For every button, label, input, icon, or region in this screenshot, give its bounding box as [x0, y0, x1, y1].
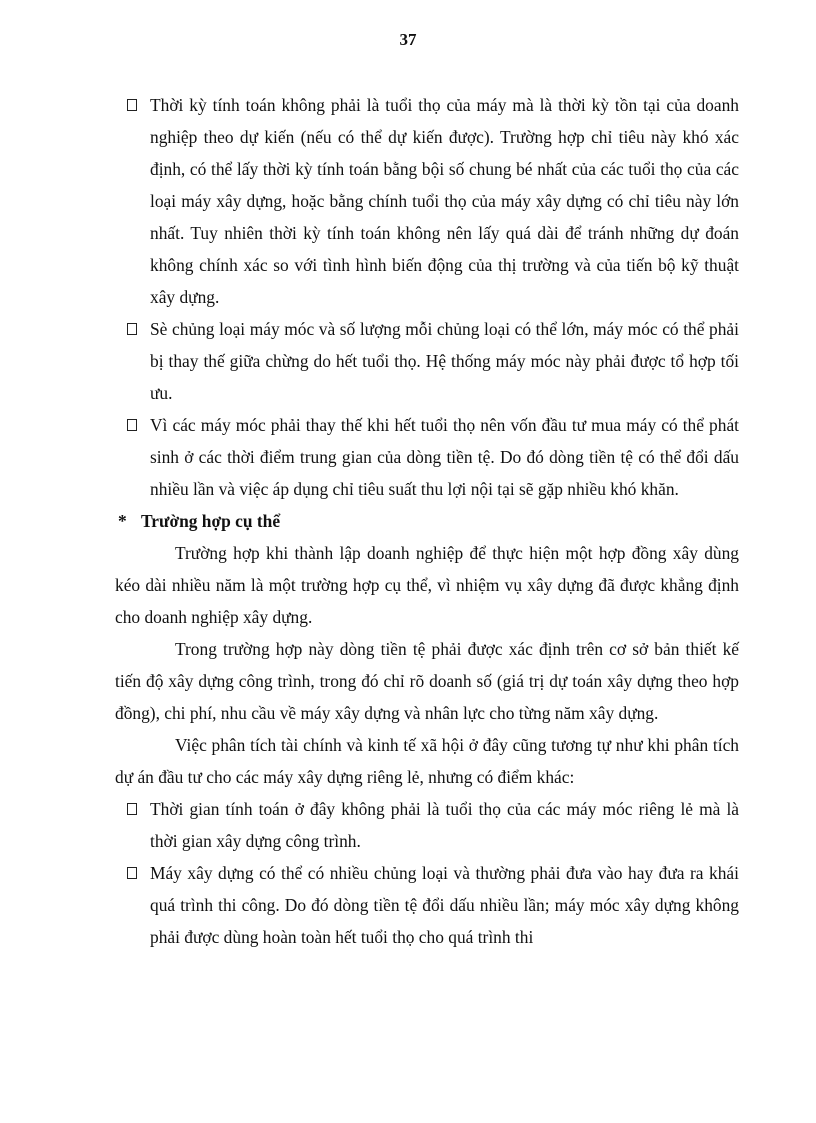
- checkbox-bullet-icon: [127, 419, 137, 431]
- body-paragraph: Trong trường hợp này dòng tiền tệ phải được xác định trên cơ sở bản thiết kế tiến độ xây dựng công trình, trong đó chỉ rõ doanh số (giá trị dự toán xây dựng theo hợp đồng), chi phí, nhu cầu về máy xây dựng và nhân lực cho từng năm xây dựng.: [115, 639, 739, 723]
- bullet-text: Thời kỳ tính toán không phải là tuổi thọ của máy mà là thời kỳ tồn tại của doanh nghiệp theo dự kiến (nếu có thể dự kiến được). Trường hợp chỉ tiêu này khó xác định, có thể lấy thời kỳ tính toán bằng bội số chung bé nhất của các tuổi thọ của các loại máy xây dựng, hoặc bằng chính tuổi thọ của máy xây dựng có chỉ tiêu này lớn nhất. Tuy nhiên thời kỳ tính toán không nên lấy quá dài để tránh những dự đoán không chính xác so với tình hình biến động của thị trường và của tiến bộ kỹ thuật xây dựng.: [150, 95, 739, 307]
- bullet-item: [115, 409, 739, 505]
- section-heading: [115, 505, 739, 537]
- section-heading-text: Trường hợp cụ thể: [141, 511, 281, 531]
- bullet-text: Thời gian tính toán ở đây không phải là tuổi thọ của các máy móc riêng lẻ mà là thời gian xây dựng công trình.: [150, 799, 739, 851]
- checkbox-bullet-icon: [127, 803, 137, 815]
- body-paragraph: Việc phân tích tài chính và kinh tế xã hội ở đây cũng tương tự như khi phân tích dự án đầu tư cho các máy xây dựng riêng lẻ, nhưng có điểm khác:: [115, 735, 739, 787]
- body-paragraph: Trường hợp khi thành lập doanh nghiệp để thực hiện một hợp đồng xây dùng kéo dài nhiều năm là một trường hợp cụ thể, vì nhiệm vụ xây dựng đã được khẳng định cho doanh nghiệp xây dựng.: [115, 543, 739, 627]
- bullet-text: Sè chủng loại máy móc và số lượng mỗi chủng loại có thể lớn, máy móc có thể phải bị thay thế giữa chừng do hết tuổi thọ. Hệ thống máy móc này phải được tổ hợp tối ưu.: [150, 319, 739, 403]
- bullet-item: [115, 89, 739, 313]
- bullet-text: Máy xây dựng có thể có nhiều chủng loại và thường phải đưa vào hay đưa ra khái quá trình thi công. Do đó dòng tiền tệ đổi dấu nhiều lần; máy móc xây dựng không phải được dùng hoàn toàn hết tuổi thọ cho quá trình thi: [150, 863, 739, 947]
- bullet-item: [115, 857, 739, 953]
- asterisk-icon: *: [118, 511, 127, 531]
- bullet-item: [115, 313, 739, 409]
- page-number: 37: [399, 30, 417, 49]
- checkbox-bullet-icon: [127, 99, 137, 111]
- bullet-text: Vì các máy móc phải thay thế khi hết tuổi thọ nên vốn đầu tư mua máy có thể phát sinh ở các thời điểm trung gian của dòng tiền tệ. Do đó dòng tiền tệ có thể đổi dấu nhiều lần và việc áp dụng chỉ tiêu suất thu lợi nội tại sẽ gặp nhiều khó khăn.: [150, 415, 739, 499]
- checkbox-bullet-icon: [127, 867, 137, 879]
- bullet-item: [115, 793, 739, 857]
- checkbox-bullet-icon: [127, 323, 137, 335]
- document-body: [115, 89, 739, 953]
